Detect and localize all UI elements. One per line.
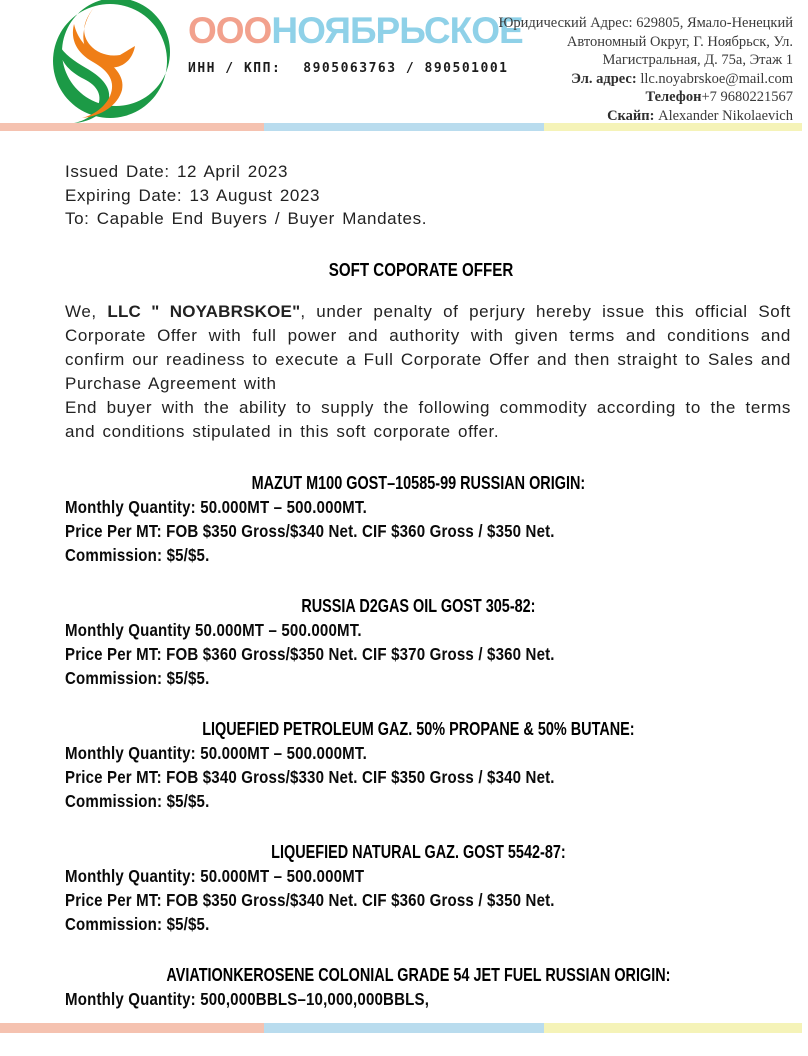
offer-line: Price Per MT: FOB $340 Gross/$330 Net. CIF $350 Gross / $340 Net. bbox=[65, 766, 555, 787]
offer-section-title: RUSSIA D2GAS OIL GOST 305-82: bbox=[301, 594, 536, 616]
address-line-2: Автономный Округ, Г. Ноябрьск, Ул. bbox=[566, 33, 793, 50]
email-value: llc.noyabrskoe@mail.com bbox=[640, 70, 793, 87]
divider-segment-yellow bbox=[544, 123, 802, 131]
date-block bbox=[65, 160, 791, 231]
flame-leaf-logo-icon bbox=[46, 0, 182, 124]
offer-section-title: LIQUEFIED NATURAL GAZ. GOST 5542-87: bbox=[271, 840, 566, 862]
offer-line: Price Per MT: FOB $350 Gross/$340 Net. CIF $360 Gross / $350 Net. bbox=[65, 520, 555, 541]
offer-line: Commission: $5/$5. bbox=[65, 913, 210, 934]
offer-line: Price Per MT: FOB $350 Gross/$340 Net. CIF $360 Gross / $350 Net. bbox=[65, 889, 555, 910]
offer-line: Price Per MT: FOB $360 Gross/$350 Net. CIF $370 Gross / $360 Net. bbox=[65, 643, 555, 664]
legal-address-block bbox=[463, 14, 793, 125]
offer-line: Monthly Quantity: 50.000MT – 500.000MT. bbox=[65, 742, 367, 763]
offer-line: Monthly Quantity: 500,000BBLS–10,000,000BBLS, bbox=[65, 988, 430, 1009]
divider-segment-salmon bbox=[0, 123, 264, 131]
offer-section-lng bbox=[65, 840, 791, 936]
skype-value: Alexander Nikolaevich bbox=[658, 107, 793, 124]
issued-date-line bbox=[65, 160, 791, 184]
divider-segment-blue bbox=[264, 123, 544, 131]
offer-section-d2-gas-oil bbox=[65, 594, 791, 690]
footer-segment-yellow bbox=[544, 1023, 802, 1033]
intro-paragraph-1 bbox=[65, 300, 791, 396]
intro-paragraph-2: End buyer with the ability to supply the following commodity according to the terms and conditions stipulated in this soft corporate offer. bbox=[65, 397, 791, 441]
phone-value: +7 9680221567 bbox=[701, 89, 793, 105]
offer-line: Commission: $5/$5. bbox=[65, 790, 210, 811]
header-divider-bar bbox=[0, 123, 802, 131]
address-line-3: Магистральная, Д. 75а, Этаж 1 bbox=[602, 52, 793, 68]
footer-bar bbox=[0, 1023, 802, 1033]
offer-section-title: LIQUEFIED PETROLEUM GAZ. 50% PROPANE & 50% BUTANE: bbox=[202, 717, 635, 739]
offer-line: Monthly Quantity: 50.000MT – 500.000MT bbox=[65, 865, 365, 886]
issued-date-value: 12 April 2023 bbox=[176, 162, 289, 181]
offer-line: Monthly Quantity: 50.000MT – 500.000MT. bbox=[65, 496, 367, 517]
intro-rest: , under penalty of perjury hereby issue this official Soft Corporate Offer with full power and authority with given terms and conditions and confirm our readiness to execute a Full Corporate Offer and then straight to Sales and Purchase Agreement with bbox=[65, 301, 791, 393]
intro-company-bold: LLC " NOYABRSKOE" bbox=[107, 301, 301, 321]
intro-paragraphs bbox=[65, 300, 791, 444]
email-line bbox=[463, 70, 793, 89]
expiring-date-value: 13 August 2023 bbox=[189, 185, 321, 205]
company-name-prefix: ООО bbox=[188, 10, 272, 51]
offer-section-jet-fuel bbox=[65, 963, 791, 1011]
offer-section-lpg bbox=[65, 717, 791, 813]
document-title: SOFT COPORATE OFFER bbox=[328, 259, 514, 280]
offer-section-mazut bbox=[65, 471, 791, 567]
skype-label: Скайп: bbox=[607, 107, 655, 124]
footer-segment-salmon bbox=[0, 1023, 264, 1033]
offer-line: Commission: $5/$5. bbox=[65, 667, 210, 688]
phone-line bbox=[463, 88, 793, 107]
company-logo bbox=[46, 0, 182, 124]
offer-line: Commission: $5/$5. bbox=[65, 544, 210, 565]
email-label: Эл. адрес: bbox=[571, 70, 637, 87]
offer-section-title: AVIATIONKEROSENE COLONIAL GRADE 54 JET FUEL RUSSIAN ORIGIN: bbox=[166, 963, 671, 985]
company-name-main: НОЯБРЬСКОЕ bbox=[271, 10, 523, 51]
inn-kpp-value: 8905063763 / 890501001 bbox=[303, 61, 509, 76]
expiring-date-label: Expiring Date: bbox=[65, 185, 183, 205]
intro-pre: We, bbox=[65, 301, 108, 321]
issued-date-label: Issued Date: bbox=[65, 162, 170, 181]
to-line: To: Capable End Buyers / Buyer Mandates. bbox=[65, 209, 428, 228]
address-line-1: Юридический Адрес: 629805, Ямало-Ненецкий bbox=[498, 15, 793, 31]
footer-segment-blue bbox=[264, 1023, 544, 1033]
offer-section-title: MAZUT M100 GOST–10585-99 RUSSIAN ORIGIN: bbox=[251, 471, 586, 493]
offer-line: Monthly Quantity 50.000MT – 500.000MT. bbox=[65, 619, 362, 640]
phone-label: Телефон bbox=[645, 89, 702, 105]
inn-kpp-label: ИНН / КПП: bbox=[188, 61, 282, 76]
expiring-date-line bbox=[65, 184, 791, 208]
letter-body bbox=[65, 160, 791, 1011]
